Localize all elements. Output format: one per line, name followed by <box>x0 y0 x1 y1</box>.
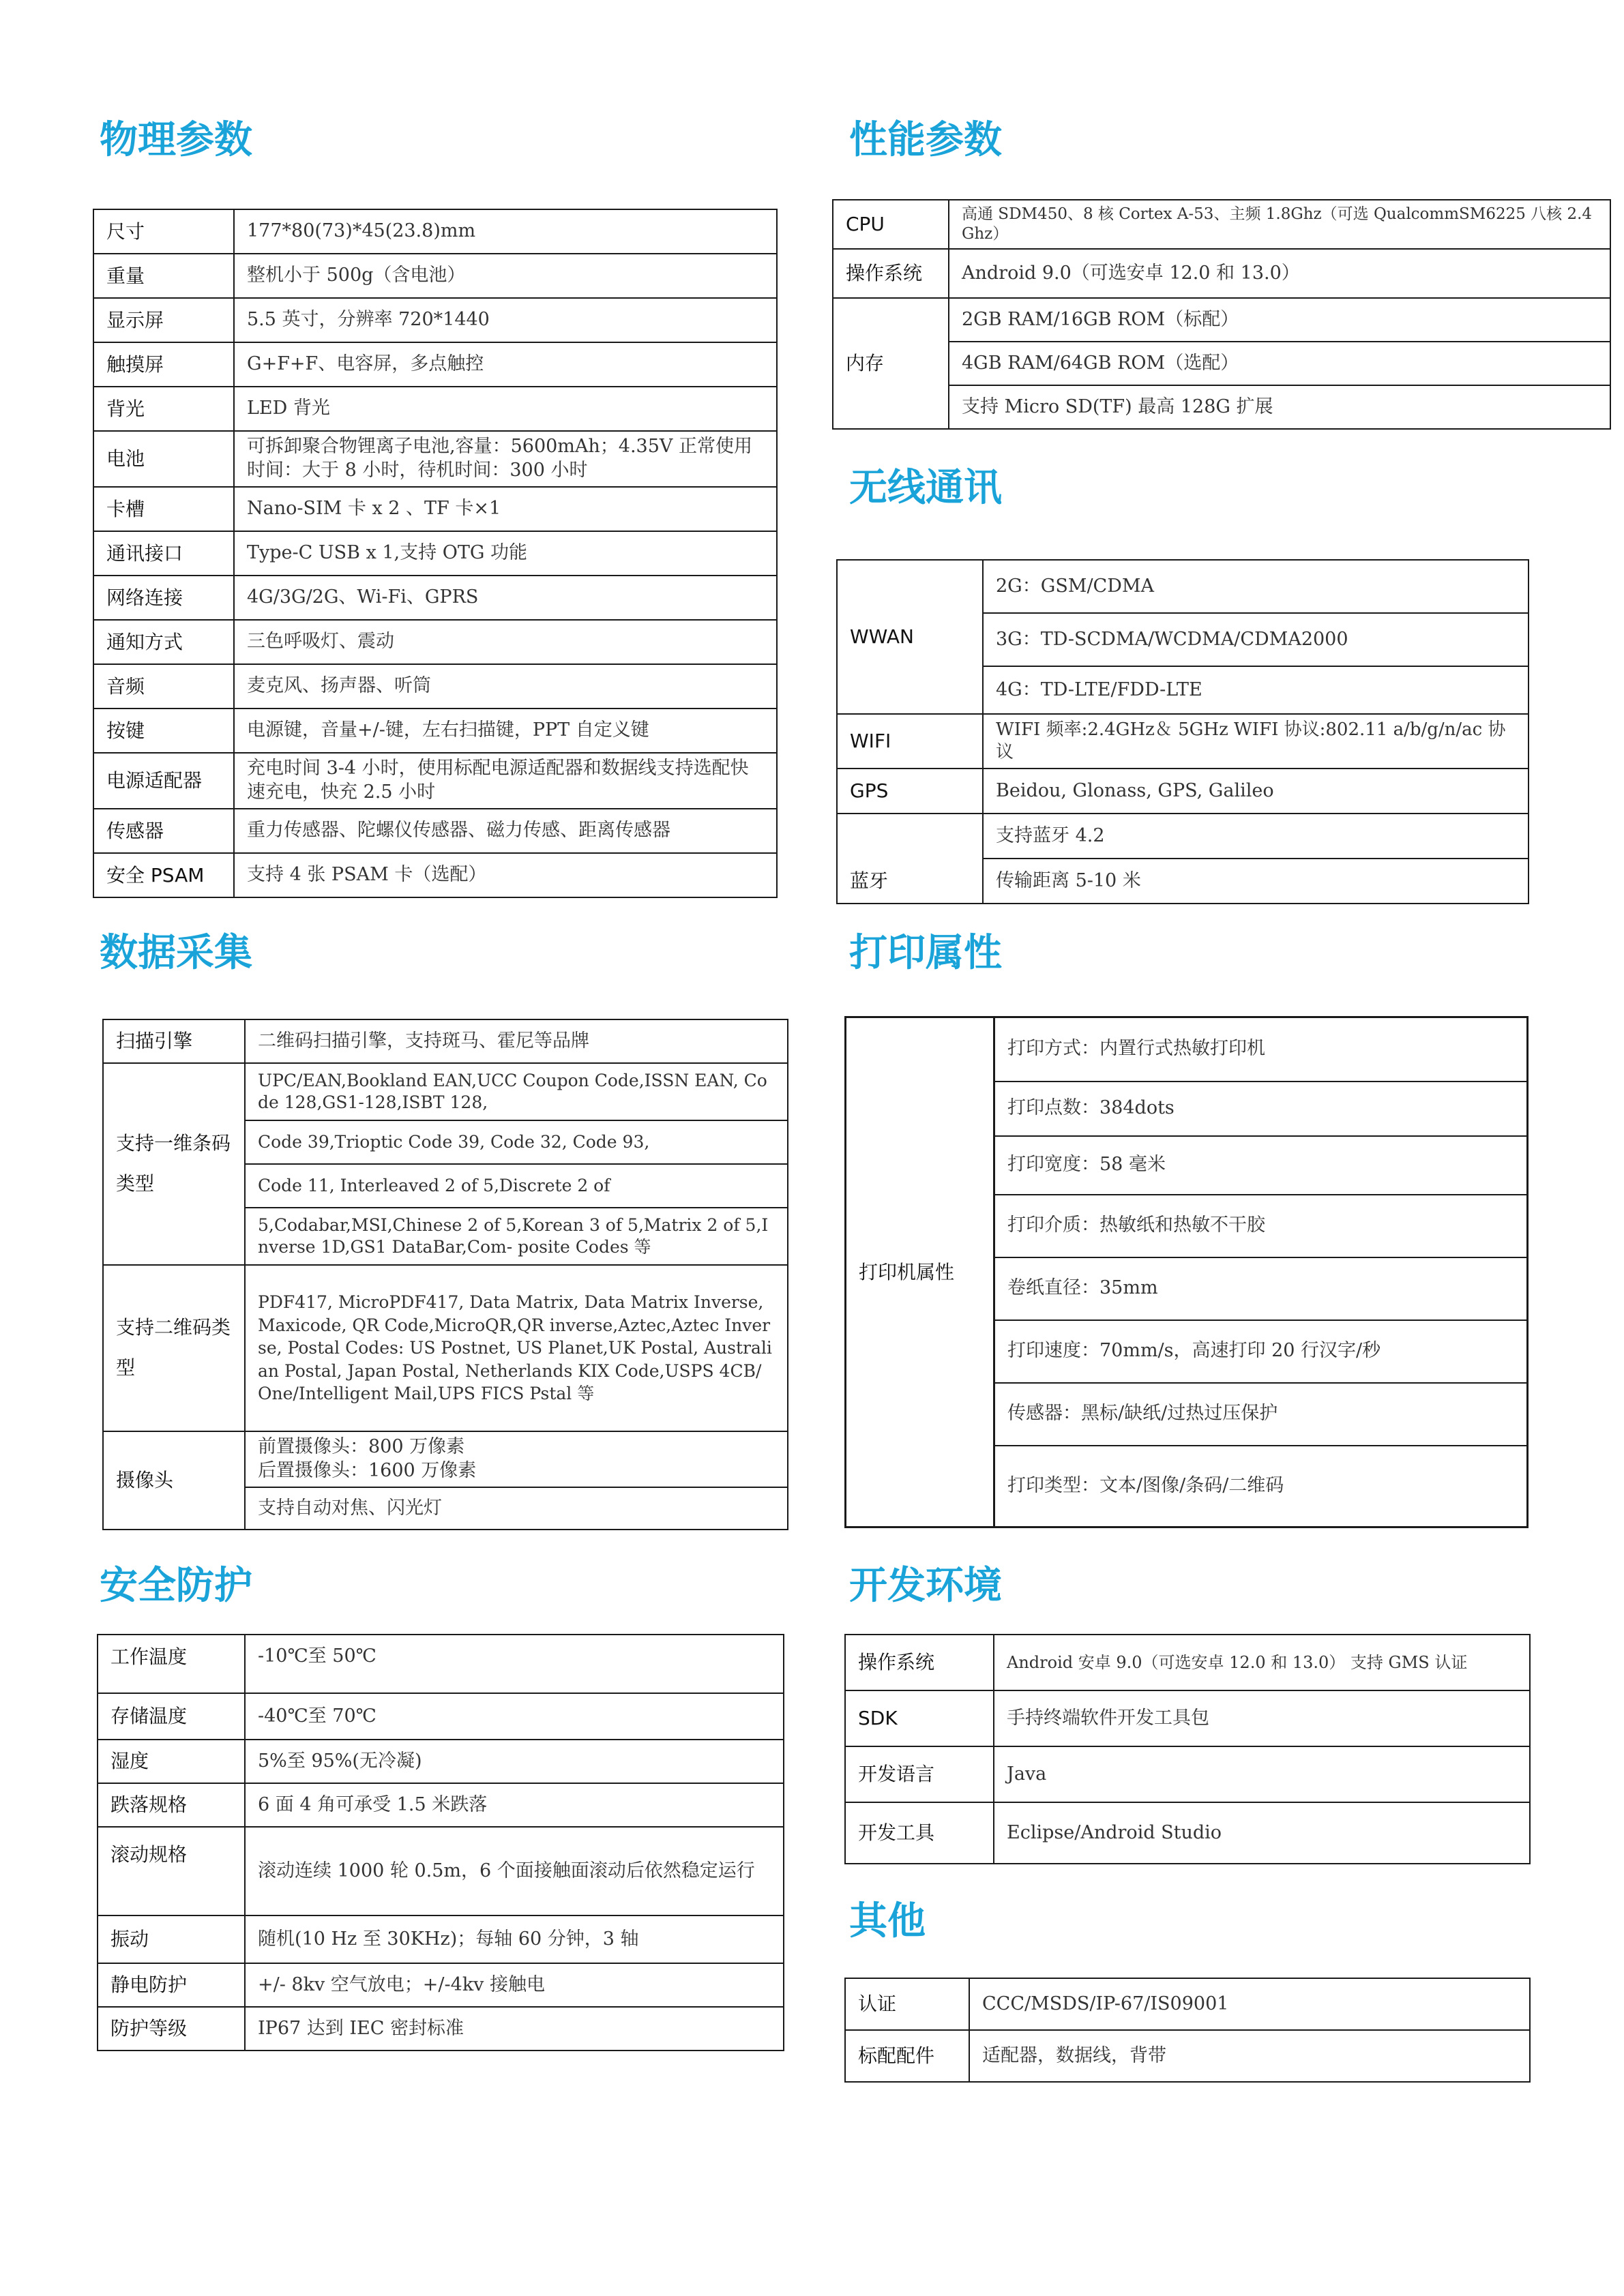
spec-value: CCC/MSDS/IP-67/IS09001 <box>969 1978 1530 2030</box>
spec-value: 手持终端软件开发工具包 <box>994 1690 1530 1746</box>
table-row <box>93 387 777 431</box>
spec-value-line: 前置摄像头：800 万像素 <box>258 1436 465 1458</box>
spec-key: 认证 <box>845 1978 969 2030</box>
table-row <box>93 209 777 254</box>
spec-key: CPU <box>833 200 949 249</box>
spec-value: Android 9.0（可选安卓 12.0 和 13.0） <box>949 249 1610 298</box>
spec-key: 打印机属性 <box>846 1017 994 1527</box>
spec-key: 通知方式 <box>93 620 234 664</box>
spec-value: 打印宽度：58 毫米 <box>994 1136 1528 1195</box>
spec-key: 显示屏 <box>93 298 234 342</box>
spec-value: 传输距离 5-10 米 <box>983 859 1529 904</box>
spec-key: 尺寸 <box>93 209 234 254</box>
spec-value: 支持 Micro SD(TF) 最高 128G 扩展 <box>949 385 1610 429</box>
spec-value: 电源键，音量+/-键，左右扫描键，PPT 自定义键 <box>234 709 777 753</box>
spec-key: 开发工具 <box>845 1802 994 1864</box>
table-row <box>93 298 777 342</box>
spec-value: LED 背光 <box>234 387 777 431</box>
table-row <box>833 200 1610 249</box>
heading-data-capture: 数据采集 <box>100 931 252 975</box>
spec-key: 卡槽 <box>93 487 234 531</box>
spec-key: 工作温度 <box>98 1635 245 1693</box>
table-row <box>93 809 777 853</box>
spec-value: 高通 SDM450、8 核 Cortex A-53、主频 1.8Ghz（可选 QualcommSM6225 八核 2.4Ghz） <box>949 200 1610 249</box>
other-spec-table <box>844 1978 1531 2083</box>
table-row <box>845 1978 1530 2030</box>
spec-value: 4G：TD-LTE/FDD-LTE <box>983 666 1529 714</box>
spec-key: 振动 <box>98 1915 245 1963</box>
dev-spec-table <box>844 1634 1531 1864</box>
spec-key: 蓝牙 <box>837 814 983 904</box>
spec-key: 防护等级 <box>98 2007 245 2051</box>
table-row <box>833 342 1610 385</box>
table-row <box>103 1265 788 1431</box>
spec-key: 标配配件 <box>845 2030 969 2082</box>
spec-value: Beidou, Glonass, GPS, Galileo <box>983 769 1529 814</box>
spec-key: 操作系统 <box>845 1635 994 1690</box>
table-row <box>845 1635 1530 1690</box>
print-spec-table <box>844 1016 1529 1528</box>
spec-key: 背光 <box>93 387 234 431</box>
spec-key: 操作系统 <box>833 249 949 298</box>
spec-value: Code 39,Trioptic Code 39, Code 32, Code 93, <box>245 1120 788 1164</box>
spec-key: 重量 <box>93 254 234 298</box>
spec-key: 内存 <box>833 298 949 429</box>
security-spec-table <box>97 1634 784 2051</box>
spec-value: Type-C USB x 1,支持 OTG 功能 <box>234 531 777 576</box>
heading-other: 其他 <box>849 1899 926 1943</box>
spec-value: 随机(10 Hz 至 30KHz)；每轴 60 分钟，3 轴 <box>245 1915 784 1963</box>
spec-value: Eclipse/Android Studio <box>994 1802 1530 1864</box>
spec-value: 2GB RAM/16GB ROM（标配） <box>949 298 1610 342</box>
table-row <box>93 620 777 664</box>
table-row <box>845 1690 1530 1746</box>
heading-wireless: 无线通讯 <box>849 466 1002 510</box>
table-row <box>833 249 1610 298</box>
spec-key: WIFI <box>837 714 983 769</box>
table-row <box>837 814 1529 859</box>
spec-value: 可拆卸聚合物锂离子电池,容量：5600mAh；4.35V 正常使用时间：大于 8 小时，待机时间：300 小时 <box>234 431 777 487</box>
spec-value: 卷纸直径：35mm <box>994 1257 1528 1320</box>
table-row <box>98 1693 784 1740</box>
heading-security: 安全防护 <box>100 1564 252 1608</box>
table-row <box>98 1740 784 1783</box>
table-row <box>98 1635 784 1693</box>
spec-value: 4GB RAM/64GB ROM（选配） <box>949 342 1610 385</box>
table-row <box>98 2007 784 2051</box>
spec-key: 通讯接口 <box>93 531 234 576</box>
table-row <box>98 1915 784 1963</box>
spec-value: 3G：TD-SCDMA/WCDMA/CDMA2000 <box>983 613 1529 666</box>
spec-value: 打印点数：384dots <box>994 1082 1528 1136</box>
table-row <box>93 753 777 809</box>
spec-key: 电源适配器 <box>93 753 234 809</box>
spec-key: 网络连接 <box>93 576 234 620</box>
spec-value: 支持自动对焦、闪光灯 <box>245 1487 788 1530</box>
spec-value: 5%至 95%(无冷凝) <box>245 1740 784 1783</box>
table-row <box>98 1963 784 2007</box>
spec-value: 打印类型：文本/图像/条码/二维码 <box>994 1446 1528 1527</box>
spec-value: Nano-SIM 卡 x 2 、TF 卡×1 <box>234 487 777 531</box>
spec-key: 按键 <box>93 709 234 753</box>
spec-key: 摄像头 <box>103 1431 245 1530</box>
table-row <box>837 560 1529 613</box>
spec-value: 整机小于 500g（含电池） <box>234 254 777 298</box>
spec-value: 5.5 英寸，分辨率 720*1440 <box>234 298 777 342</box>
spec-key: 触摸屏 <box>93 342 234 387</box>
spec-key: 扫描引擎 <box>103 1019 245 1063</box>
table-row <box>93 576 777 620</box>
spec-value: Code 11, Interleaved 2 of 5,Discrete 2 of <box>245 1164 788 1208</box>
spec-value: Java <box>994 1746 1530 1802</box>
spec-value: 传感器：黑标/缺纸/过热过压保护 <box>994 1383 1528 1446</box>
heading-dev: 开发环境 <box>849 1564 1002 1608</box>
spec-key: 开发语言 <box>845 1746 994 1802</box>
spec-key: 音频 <box>93 664 234 709</box>
table-row <box>845 2030 1530 2082</box>
spec-value: 支持蓝牙 4.2 <box>983 814 1529 859</box>
data-capture-spec-table <box>102 1019 788 1530</box>
spec-value: 2G：GSM/CDMA <box>983 560 1529 613</box>
spec-value: IP67 达到 IEC 密封标准 <box>245 2007 784 2051</box>
table-row <box>93 487 777 531</box>
physical-spec-table <box>93 209 778 898</box>
spec-value: 滚动连续 1000 轮 0.5m，6 个面接触面滚动后依然稳定运行 <box>245 1827 784 1915</box>
spec-value: 打印速度：70mm/s，高速打印 20 行汉字/秒 <box>994 1320 1528 1383</box>
spec-value: 打印方式：内置行式热敏打印机 <box>994 1017 1528 1082</box>
table-row <box>98 1783 784 1827</box>
spec-value: UPC/EAN,Bookland EAN,UCC Coupon Code,ISSN EAN, Code 128,GS1-128,ISBT 128, <box>245 1063 788 1120</box>
spec-key: 电池 <box>93 431 234 487</box>
spec-value: 177*80(73)*45(23.8)mm <box>234 209 777 254</box>
table-row <box>103 1019 788 1063</box>
spec-key: 湿度 <box>98 1740 245 1783</box>
table-row <box>93 254 777 298</box>
spec-value: 支持 4 张 PSAM 卡（选配） <box>234 853 777 897</box>
table-row <box>93 853 777 897</box>
wireless-spec-table <box>836 559 1529 904</box>
spec-value: WIFI 频率:2.4GHz＆ 5GHz WIFI 协议:802.11 a/b/g/n/ac 协议 <box>983 714 1529 769</box>
table-row <box>837 714 1529 769</box>
spec-value: +/- 8kv 空气放电；+/-4kv 接触电 <box>245 1963 784 2007</box>
heading-print: 打印属性 <box>849 931 1002 975</box>
spec-value: 麦克风、扬声器、听筒 <box>234 664 777 709</box>
spec-value: 打印介质：热敏纸和热敏不干胶 <box>994 1195 1528 1257</box>
spec-value: Android 安卓 9.0（可选安卓 12.0 和 13.0） 支持 GMS 认证 <box>994 1635 1530 1690</box>
spec-value-line: 后置摄像头：1600 万像素 <box>258 1460 477 1481</box>
table-row <box>833 385 1610 429</box>
spec-value <box>245 1431 788 1487</box>
spec-value: 充电时间 3-4 小时，使用标配电源适配器和数据线支持选配快速充电，快充 2.5 小时 <box>234 753 777 809</box>
spec-key: WWAN <box>837 560 983 714</box>
spec-key: GPS <box>837 769 983 814</box>
spec-key: 跌落规格 <box>98 1783 245 1827</box>
spec-value: 重力传感器、陀螺仪传感器、磁力传感、距离传感器 <box>234 809 777 853</box>
table-row <box>93 709 777 753</box>
spec-key: 滚动规格 <box>98 1827 245 1915</box>
heading-physical: 物理参数 <box>100 118 252 162</box>
spec-key: 支持二维码类型 <box>103 1265 245 1431</box>
spec-value: -40℃至 70℃ <box>245 1693 784 1740</box>
table-row <box>93 531 777 576</box>
table-row <box>98 1827 784 1915</box>
table-row <box>845 1746 1530 1802</box>
table-row <box>845 1802 1530 1864</box>
spec-key: 传感器 <box>93 809 234 853</box>
spec-value: 三色呼吸灯、震动 <box>234 620 777 664</box>
table-row <box>103 1063 788 1120</box>
spec-value: G+F+F、电容屏，多点触控 <box>234 342 777 387</box>
table-row <box>103 1431 788 1487</box>
heading-performance: 性能参数 <box>849 118 1002 162</box>
spec-value: -10℃至 50℃ <box>245 1635 784 1693</box>
spec-value: PDF417, MicroPDF417, Data Matrix, Data Matrix Inverse, Maxicode, QR Code,MicroQR,QR inverse,Aztec,Aztec Inverse, Postal Codes: US Postnet, US Planet,UK Postal, Australian Postal, Japan Postal, Netherlands KIX Code,USPS 4CB/One/Intelligent Mail,UPS FICS Pstal 等 <box>245 1265 788 1431</box>
spec-value: 4G/3G/2G、Wi-Fi、GPRS <box>234 576 777 620</box>
table-row <box>93 431 777 487</box>
table-row <box>93 664 777 709</box>
spec-key: 安全 PSAM <box>93 853 234 897</box>
spec-value: 二维码扫描引擎，支持斑马、霍尼等品牌 <box>245 1019 788 1063</box>
spec-key: SDK <box>845 1690 994 1746</box>
table-row <box>93 342 777 387</box>
spec-key: 支持一维条码类型 <box>103 1063 245 1265</box>
spec-value: 6 面 4 角可承受 1.5 米跌落 <box>245 1783 784 1827</box>
table-row <box>837 769 1529 814</box>
spec-value: 5,Codabar,MSI,Chinese 2 of 5,Korean 3 of 5,Matrix 2 of 5,Inverse 1D,GS1 DataBar,Com- posite Codes 等 <box>245 1208 788 1265</box>
performance-spec-table <box>832 199 1611 430</box>
spec-key: 存储温度 <box>98 1693 245 1740</box>
table-row <box>833 298 1610 342</box>
table-row <box>846 1017 1528 1082</box>
spec-value: 适配器，数据线，背带 <box>969 2030 1530 2082</box>
spec-key: 静电防护 <box>98 1963 245 2007</box>
